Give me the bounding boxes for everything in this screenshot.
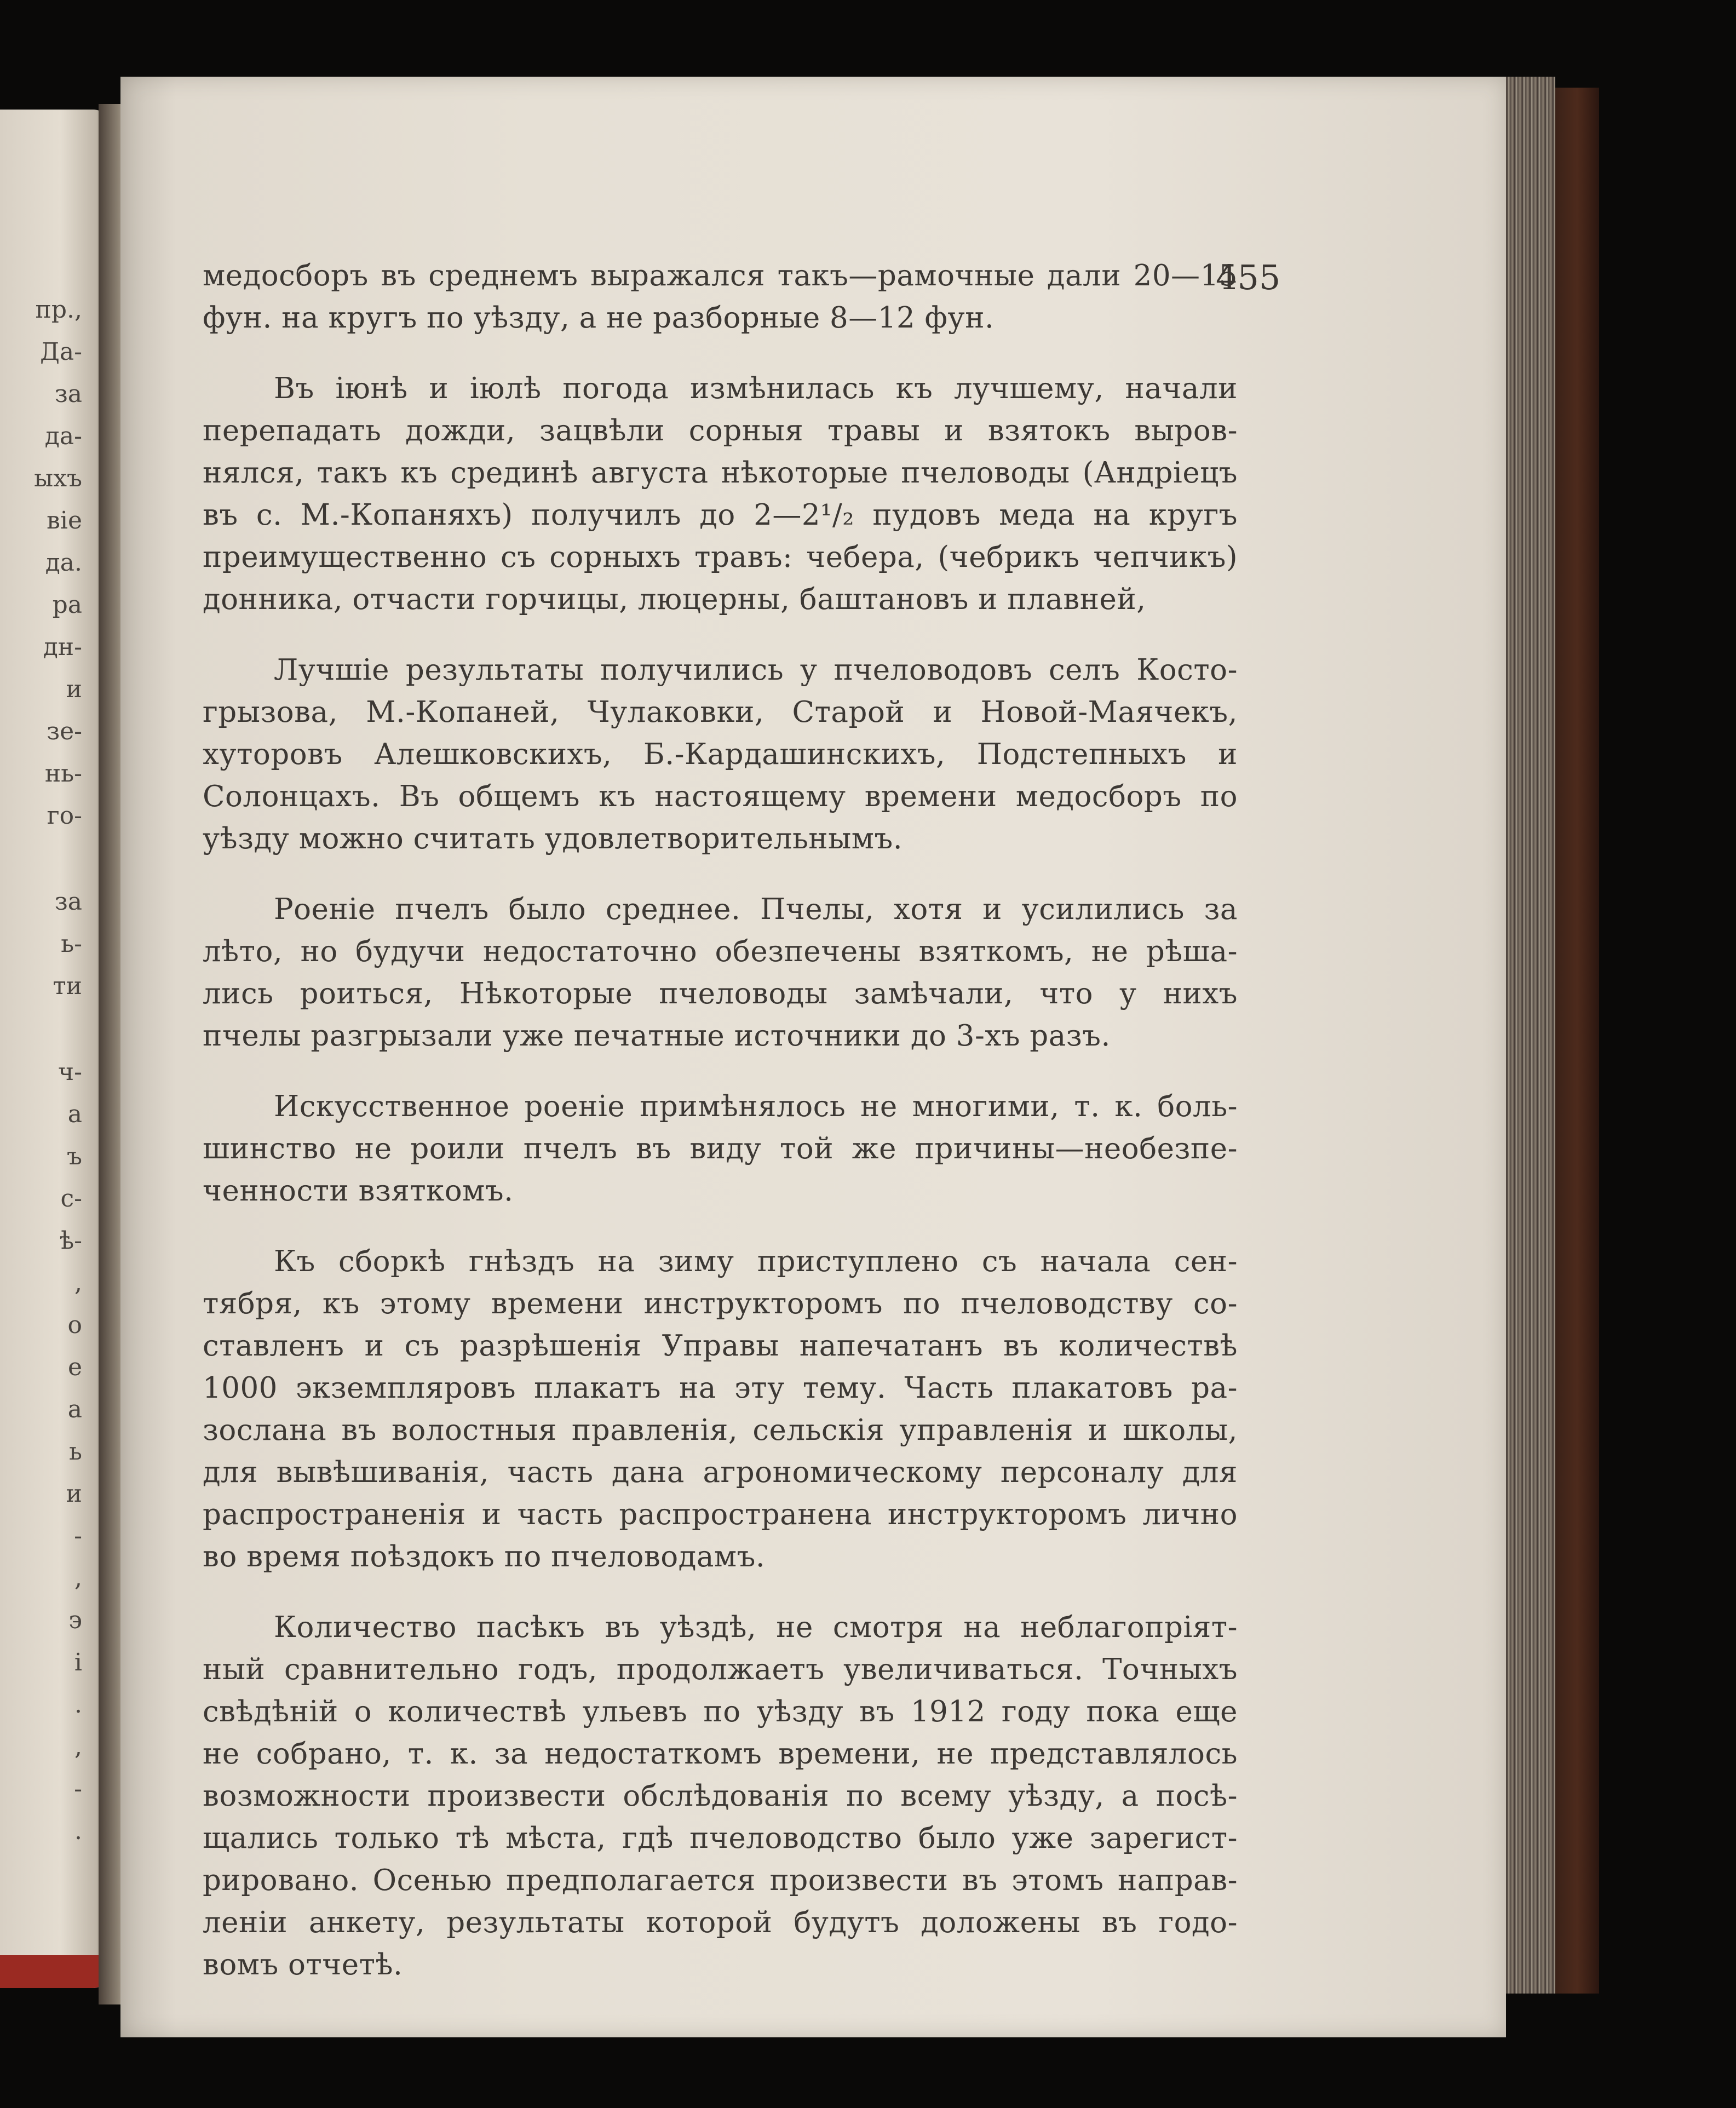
text-line: грызова, М.-Копаней, Чулаковки, Старой и Новой-Маячекъ, xyxy=(203,696,1238,729)
previous-page-fragment: за xyxy=(54,380,82,408)
previous-page-fragment: - xyxy=(74,1775,82,1803)
previous-page-fragment: с- xyxy=(60,1185,82,1213)
text-line: лѣто, но будучи недостаточно обезпечены взяткомъ, не рѣша- xyxy=(203,935,1238,968)
previous-page-fragment: ь- xyxy=(61,930,82,958)
previous-page-fragment: за xyxy=(54,888,82,916)
book-cover-edge xyxy=(1555,88,1599,1994)
previous-page-fragment: , xyxy=(74,1564,82,1592)
previous-page-fragment: ѣ- xyxy=(59,1227,82,1255)
previous-page-fragment: і xyxy=(74,1649,82,1676)
text-line: зослана въ волостныя правленія, сельскія управленія и школы, xyxy=(203,1414,1238,1447)
text-line: Роеніе пчелъ было среднее. Пчелы, хотя и усилились за xyxy=(274,893,1238,926)
previous-page-fragment: . xyxy=(74,1691,82,1719)
text-line: Количество пасѣкъ въ уѣздѣ, не смотря на неблагопріят- xyxy=(274,1611,1238,1644)
text-line: пчелы разгрызали уже печатные источники до 3-хъ разъ. xyxy=(203,1019,1111,1053)
previous-page-fragment: . xyxy=(74,1817,82,1845)
previous-page-fragment: да- xyxy=(44,422,82,450)
text-line: фун. на кругъ по уѣзду, а не разборные 8—12 фун. xyxy=(203,301,995,335)
previous-page-fragment: и xyxy=(66,1480,82,1508)
previous-page-text-fragments xyxy=(0,0,110,2108)
text-line: щались только тѣ мѣста, гдѣ пчеловодство было уже зарегист- xyxy=(203,1822,1238,1855)
previous-page-fragment: - xyxy=(74,1522,82,1550)
text-line: донника, отчасти горчицы, люцерны, баштановъ и плавней, xyxy=(203,583,1146,616)
previous-page-fragment: , xyxy=(74,1269,82,1297)
previous-page-fragment: дн- xyxy=(43,633,82,661)
text-line: шинство не роили пчелъ въ виду той же причины—необезпе- xyxy=(203,1132,1238,1165)
text-line: лись роиться, Нѣкоторые пчеловоды замѣчали, что у нихъ xyxy=(203,977,1238,1010)
previous-page-fragment: ра xyxy=(52,591,82,619)
text-line: преимущественно съ сорныхъ травъ: чебера, (чебрикъ чепчикъ) xyxy=(203,541,1238,574)
previous-page-fragment: а xyxy=(67,1395,82,1423)
text-line: уѣзду можно считать удовлетворительнымъ. xyxy=(203,822,903,855)
paragraph xyxy=(203,1085,1238,1212)
previous-page-fragment: и xyxy=(66,675,82,703)
paragraph xyxy=(203,1240,1238,1578)
text-line: возможности произвести обслѣдованія по всему уѣзду, а посѣ- xyxy=(203,1779,1238,1813)
text-line: во время поѣздокъ по пчеловодамъ. xyxy=(203,1540,766,1573)
paragraph xyxy=(203,649,1238,860)
text-line: Солонцахъ. Въ общемъ къ настоящему времени медосборъ по xyxy=(203,780,1238,813)
text-line: тября, къ этому времени инструкторомъ по пчеловодству со- xyxy=(203,1287,1238,1320)
page-text-block xyxy=(203,255,1238,2014)
text-line: Въ іюнѣ и іюлѣ погода измѣнилась къ лучшему, начали xyxy=(274,372,1238,405)
paragraph xyxy=(203,1606,1238,1986)
text-line: распространенія и часть распространена инструкторомъ лично xyxy=(203,1498,1238,1531)
text-line: леніи анкету, результаты которой будутъ доложены въ годо- xyxy=(203,1906,1238,1939)
text-line: нялся, такъ къ срединѣ августа нѣкоторые пчеловоды (Андріецъ xyxy=(203,456,1238,490)
text-line: медосборъ въ среднемъ выражался такъ—рамочные дали 20—15 xyxy=(203,259,1238,292)
previous-page-fragment: зе- xyxy=(47,717,82,745)
paragraph xyxy=(203,255,1238,339)
previous-page-fragment: го- xyxy=(47,802,82,830)
text-line: Къ сборкѣ гнѣздъ на зиму приступлено съ начала сен- xyxy=(274,1245,1238,1278)
text-line: не собрано, т. к. за недостаткомъ времени, не представлялось xyxy=(203,1737,1238,1771)
previous-page-fragment: віе xyxy=(47,507,82,535)
previous-page-fragment: Да- xyxy=(40,338,82,366)
previous-page-fragment: ыхъ xyxy=(34,464,82,492)
text-line: ставленъ и съ разрѣшенія Управы напечатанъ въ количествѣ xyxy=(203,1329,1238,1363)
previous-page-fragment: , xyxy=(74,1733,82,1761)
previous-page-fragment: ч- xyxy=(58,1058,82,1086)
text-line: Искусственное роеніе примѣнялось не многими, т. к. боль- xyxy=(274,1090,1238,1123)
previous-page-fragment: а xyxy=(67,1100,82,1128)
text-line: рировано. Осенью предполагается произвести въ этомъ направ- xyxy=(203,1864,1238,1897)
previous-page-fragment: ъ xyxy=(67,1142,82,1170)
text-line: для вывѣшиванія, часть дана агрономическому персоналу для xyxy=(203,1456,1238,1489)
text-line: свѣдѣній о количествѣ ульевъ по уѣзду въ 1912 году пока еще xyxy=(203,1695,1238,1728)
text-line: хуторовъ Алешковскихъ, Б.-Кардашинскихъ, Подстепныхъ и xyxy=(203,738,1238,771)
previous-page-fragment: э xyxy=(68,1606,82,1634)
previous-page-fragment: да. xyxy=(45,549,82,577)
text-line: Лучшіе результаты получились у пчеловодовъ селъ Косто- xyxy=(274,653,1238,687)
previous-page-fragment: ти xyxy=(53,972,82,1000)
previous-page-fragment: пр., xyxy=(35,296,82,324)
previous-page-fragment: ь xyxy=(69,1438,82,1466)
text-line: перепадать дожди, зацвѣли сорныя травы и взятокъ выров- xyxy=(203,414,1238,447)
previous-page-fragment: нь- xyxy=(44,760,82,788)
text-line: въ с. М.-Копаняхъ) получилъ до 2—2¹/₂ пудовъ меда на кругъ xyxy=(203,498,1238,532)
text-line: ный сравнительно годъ, продолжаетъ увеличиваться. Точныхъ xyxy=(203,1653,1238,1686)
paragraph xyxy=(203,367,1238,621)
previous-page-fragment: е xyxy=(67,1353,82,1381)
previous-page-fragment: о xyxy=(67,1311,82,1339)
text-line: 1000 экземпляровъ плакатъ на эту тему. Часть плакатовъ ра- xyxy=(203,1371,1238,1405)
page-number: 455 xyxy=(1216,257,1281,297)
text-line: вомъ отчетѣ. xyxy=(203,1948,403,1981)
text-line: ченности взяткомъ. xyxy=(203,1174,514,1208)
paragraph xyxy=(203,888,1238,1057)
